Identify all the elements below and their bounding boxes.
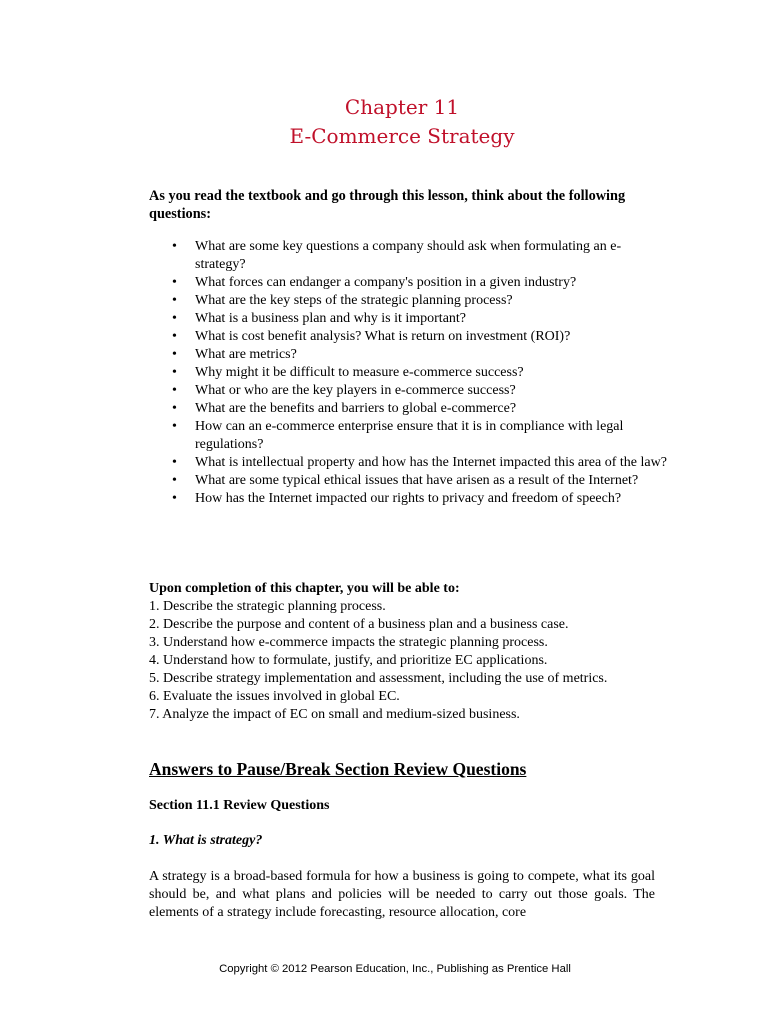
bullet-icon: • [172, 455, 177, 470]
objective-item: 4. Understand how to formulate, justify, and prioritize EC applications. [149, 653, 548, 668]
question-text: What or who are the key players in e-commerce success? [195, 383, 516, 398]
question-text: What forces can endanger a company's position in a given industry? [195, 275, 577, 290]
chapter-title: E-Commerce Strategy [289, 124, 515, 148]
list-item [149, 490, 669, 508]
objective-item: 7. Analyze the impact of EC on small and medium-sized business. [149, 707, 520, 722]
list-item [149, 310, 669, 328]
bullet-icon: • [172, 383, 177, 398]
list-item [149, 382, 669, 400]
list-item [149, 238, 669, 274]
bullet-icon: • [172, 491, 177, 506]
bullet-icon: • [172, 275, 177, 290]
question-text: What are the benefits and barriers to global e-commerce? [195, 401, 517, 416]
learning-objectives [149, 580, 669, 724]
question-text: What are some key questions a company should ask when formulating an e-strategy? [195, 239, 622, 272]
list-item [149, 472, 669, 490]
answers-heading: Answers to Pause/Break Section Review Questions [149, 759, 527, 779]
question-text: What is cost benefit analysis? What is return on investment (ROI)? [195, 329, 571, 344]
bullet-icon: • [172, 473, 177, 488]
section-heading: Section 11.1 Review Questions [149, 798, 330, 813]
objective-item: 2. Describe the purpose and content of a business plan and a business case. [149, 617, 569, 632]
question-text: How can an e-commerce enterprise ensure that it is in compliance with legal regulations? [195, 419, 624, 452]
list-item [149, 346, 669, 364]
intro-text: As you read the textbook and go through this lesson, think about the following questions: [149, 188, 626, 222]
objective-item: 6. Evaluate the issues involved in global EC. [149, 689, 400, 704]
list-item [149, 292, 669, 310]
list-item [149, 400, 669, 418]
list-item [149, 418, 669, 454]
objective-item: 3. Understand how e-commerce impacts the strategic planning process. [149, 635, 548, 650]
question-text: What are metrics? [195, 347, 297, 362]
answer-paragraph: A strategy is a broad-based formula for how a business is going to compete, what its goal should be, and what plans and policies will be needed to carry out those goals. The elements of a strategy include forecasting, resource allocation, core [149, 869, 655, 920]
question-text: What is intellectual property and how has the Internet impacted this area of the law? [195, 455, 667, 470]
bullet-icon: • [172, 239, 177, 254]
list-item [149, 328, 669, 346]
question-list [149, 238, 669, 508]
bullet-icon: • [172, 419, 177, 434]
copyright-footer: Copyright © 2012 Pearson Education, Inc., Publishing as Prentice Hall [219, 963, 571, 975]
list-item [149, 274, 669, 292]
list-item [149, 454, 669, 472]
bullet-icon: • [172, 401, 177, 416]
review-question-heading: 1. What is strategy? [149, 833, 263, 848]
chapter-number: Chapter 11 [344, 95, 460, 119]
question-text: How has the Internet impacted our rights to privacy and freedom of speech? [195, 491, 622, 506]
question-text: What are some typical ethical issues that have arisen as a result of the Internet? [195, 473, 639, 488]
bullet-icon: • [172, 347, 177, 362]
objective-item: 5. Describe strategy implementation and assessment, including the use of metrics. [149, 671, 608, 686]
bullet-icon: • [172, 365, 177, 380]
list-item [149, 364, 669, 382]
objective-item: 1. Describe the strategic planning process. [149, 599, 386, 614]
bullet-icon: • [172, 311, 177, 326]
question-text: What are the key steps of the strategic planning process? [195, 293, 513, 308]
bullet-icon: • [172, 293, 177, 308]
objectives-heading: Upon completion of this chapter, you will be able to: [149, 581, 460, 596]
bullet-icon: • [172, 329, 177, 344]
question-text: Why might it be difficult to measure e-commerce success? [195, 365, 524, 380]
chapter-title-block [0, 93, 768, 151]
question-text: What is a business plan and why is it important? [195, 311, 467, 326]
